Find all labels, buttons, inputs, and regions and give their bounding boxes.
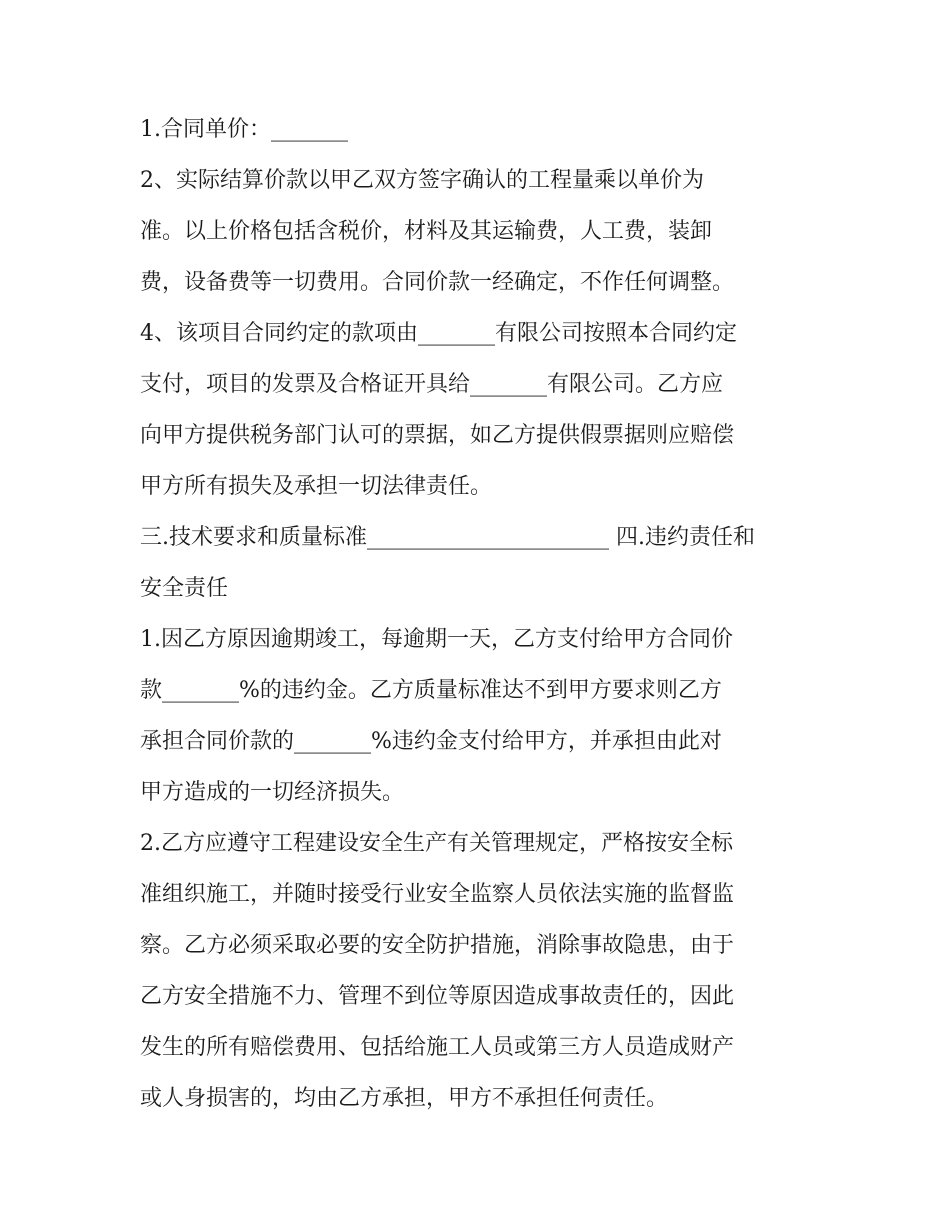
- text-line-19: 发生的所有赔偿费用、包括给施工人员或第三方人员造成财产: [140, 1035, 735, 1060]
- text-line-03: 准。以上价格包括含税价，材料及其运输费，人工费，装卸: [140, 219, 713, 244]
- text-line-17: 察。乙方必须采取必要的安全防护措施，消除事故隐患，由于: [140, 933, 735, 958]
- text-line-18: 乙方安全措施不力、管理不到位等原因造成事故责任的，因此: [140, 984, 735, 1009]
- text-line-16: 准组织施工，并随时接受行业安全监察人员依法实施的监督监: [140, 882, 735, 907]
- text-line-11: 1.因乙方原因逾期竣工，每逾期一天，乙方支付给甲方合同价: [140, 627, 733, 652]
- text-line-07: 向甲方提供税务部门认可的票据，如乙方提供假票据则应赔偿: [140, 423, 735, 448]
- text-line-08: 甲方所有损失及承担一切法律责任。: [140, 474, 493, 499]
- text-line-14: 甲方造成的一切经济损失。: [140, 780, 405, 805]
- text-line-04: 费，设备费等一切费用。合同价款一经确定，不作任何调整。: [140, 270, 735, 295]
- text-line-05: 4、该项目合同约定的款项由_______有限公司按照本合同约定: [140, 321, 737, 346]
- text-line-09: 三.技术要求和质量标准______________________ 四.违约责任和: [140, 525, 755, 550]
- text-line-06: 支付，项目的发票及合格证开具给_______有限公司。乙方应: [140, 372, 724, 397]
- document-body: [140, 108, 820, 1128]
- text-line-01: 1.合同单价：_______: [140, 117, 348, 142]
- text-line-12: 款_______%的违约金。乙方质量标准达不到甲方要求则乙方: [140, 678, 722, 703]
- text-line-13: 承担合同价款的_______%违约金支付给甲方，并承担由此对: [140, 729, 722, 754]
- text-line-02: 2、实际结算价款以甲乙双方签字确认的工程量乘以单价为: [140, 168, 704, 193]
- text-line-20: 或人身损害的，均由乙方承担，甲方不承担任何责任。: [140, 1086, 669, 1111]
- text-line-10: 安全责任: [140, 576, 229, 601]
- text-line-15: 2.乙方应遵守工程建设安全生产有关管理规定，严格按安全标: [140, 831, 733, 856]
